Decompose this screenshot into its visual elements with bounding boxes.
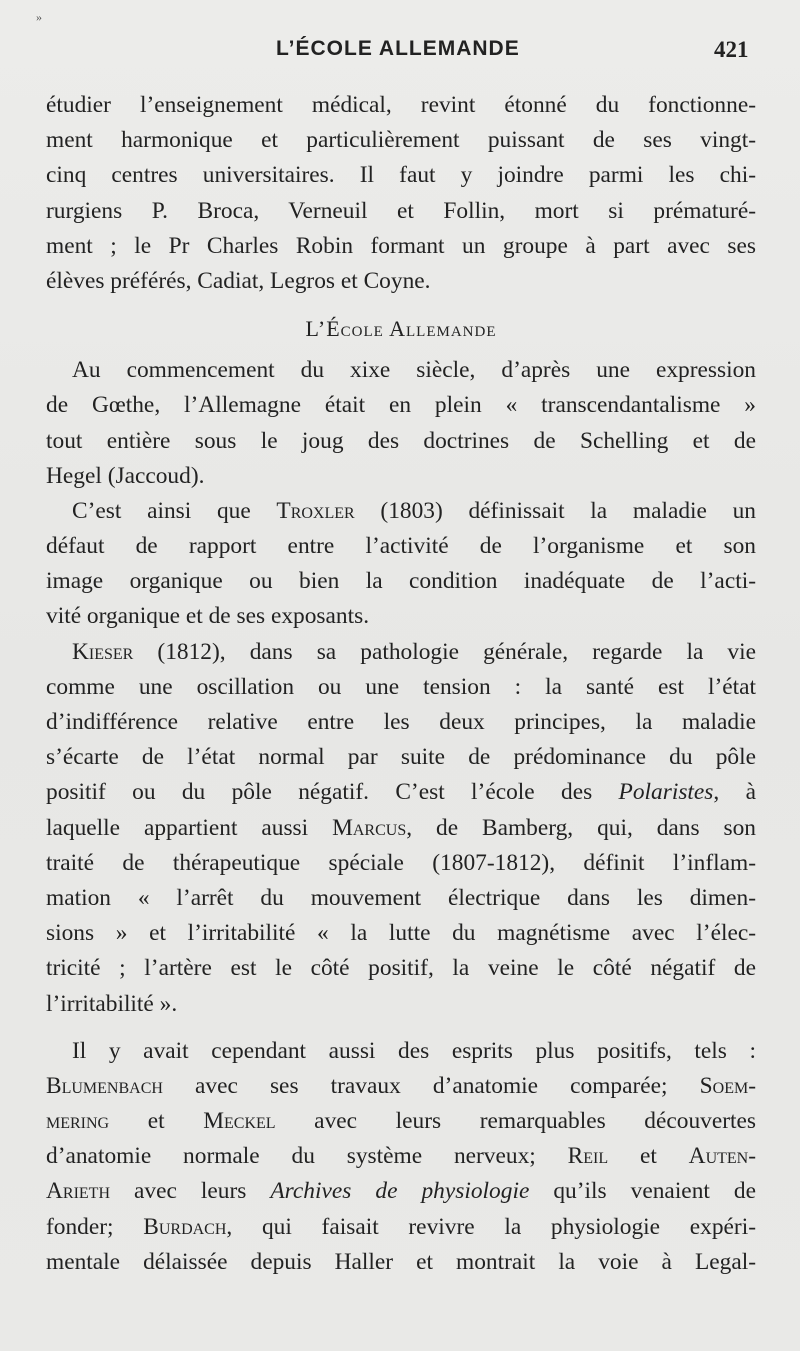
text-run: , à (713, 779, 756, 806)
paragraph-3 (46, 635, 756, 1022)
text-run: C’est ainsi que (72, 497, 277, 524)
author-name: Blumenbach (46, 1072, 163, 1099)
text-run: , de Bamberg, qui, dans son (406, 814, 756, 841)
author-name: Marcus (332, 814, 407, 841)
text-run: qu’ils venaient de (529, 1178, 756, 1205)
running-head (0, 34, 800, 70)
text-line: vité organique et de ses exposants. (46, 603, 370, 630)
text-line: rurgiens P. Broca, Verneuil et Follin, mort si prématuré- (46, 197, 756, 224)
running-title: L’ÉCOLE ALLEMANDE (276, 37, 520, 60)
text-line: s’écarte de l’état normal par suite de prédominance du pôle (46, 744, 756, 771)
italic-title: Archives de physiologie (270, 1178, 530, 1205)
corner-mark: » (36, 10, 42, 24)
text-run: avec ses travaux d’anatomie comparée; (162, 1072, 700, 1099)
text-run: et (608, 1143, 689, 1170)
text-line (46, 1174, 756, 1209)
author-name: mering (46, 1108, 110, 1135)
text-run: (1803) définissait la maladie un (354, 497, 756, 524)
text-line: cinq centres universitaires. Il faut y joindre parmi les chi- (46, 162, 756, 189)
text-line: l’irritabilité ». (46, 990, 178, 1017)
author-name: Troxler (276, 497, 355, 524)
text-line: mentale délaissée depuis Haller et montrait la voie à Legal- (46, 1248, 756, 1275)
text-line: sions » et l’irritabilité « la lutte du magnétisme avec l’élec- (46, 920, 756, 947)
paragraph-spacer (46, 1022, 756, 1034)
text-run: (1812), dans sa pathologie générale, regarde la vie (133, 638, 756, 665)
paragraph-1 (46, 353, 756, 494)
text-line: d’indifférence relative entre les deux principes, la maladie (46, 709, 756, 735)
text-line: de Gœthe, l’Allemagne était en plein « transcendantalisme » (46, 392, 756, 419)
text-line (46, 1210, 756, 1245)
text-line (46, 1139, 756, 1174)
text-line: comme une oscillation ou une tension : la santé est l’état (46, 673, 756, 700)
text-line: tricité ; l’artère est le côté positif, la veine le côté négatif de (46, 955, 756, 982)
text-line: tout entière sous le joug des doctrines de Schelling et de (46, 427, 756, 454)
author-name: Auten- (688, 1143, 756, 1170)
author-name: Burdach (143, 1213, 227, 1240)
text-run: laquelle appartient aussi (46, 814, 333, 841)
page-body (46, 88, 756, 1280)
author-name: Kieser (72, 638, 134, 665)
text-line: Il y avait cependant aussi des esprits plus positifs, tels : (72, 1037, 756, 1064)
text-line: Hegel (Jaccoud). (46, 462, 205, 489)
text-line (46, 494, 756, 529)
text-run: fonder; (46, 1213, 144, 1240)
text-line (46, 811, 756, 846)
text-run: avec leurs remarquables découvertes (275, 1108, 756, 1135)
text-run: d’anatomie normale du système nerveux; (46, 1143, 568, 1170)
text-line: étudier l’enseignement médical, revint étonné du fonctionne- (46, 92, 756, 118)
text-line: ment ; le Pr Charles Robin formant un groupe à part avec ses (46, 232, 756, 259)
author-name: Reil (567, 1143, 609, 1170)
text-line: ment harmonique et particulièrement puissant de ses vingt- (46, 127, 756, 154)
text-line: défaut de rapport entre l’activité de l’organisme et son (46, 533, 756, 560)
author-name: Soem- (699, 1072, 756, 1099)
text-line: image organique ou bien la condition inadéquate de l’acti- (46, 568, 756, 595)
text-line: traité de thérapeutique spéciale (1807-1812), définit l’inflam- (46, 849, 756, 876)
page-number: 421 (714, 37, 749, 62)
text-run: , qui faisait revivre la physiologie expéri- (226, 1213, 756, 1240)
intro-paragraph (46, 88, 756, 299)
text-line: mation « l’arrêt du mouvement électrique dans les dimen- (46, 884, 756, 911)
text-run: avec leurs (110, 1178, 271, 1205)
text-run: et (109, 1108, 204, 1135)
text-line (46, 635, 756, 670)
text-run: positif ou du pôle négatif. C’est l’école des (46, 779, 619, 806)
italic-term: Polaristes (618, 779, 714, 806)
text-line: Au commencement du xixe siècle, d’après une expression (72, 357, 756, 384)
paragraph-2 (46, 494, 756, 635)
text-line (46, 1069, 756, 1104)
text-line: élèves préférés, Cadiat, Legros et Coyne. (46, 267, 431, 294)
author-name: Arieth (46, 1178, 110, 1205)
text-line (46, 1104, 756, 1139)
text-line (46, 775, 756, 810)
paragraph-4 (46, 1034, 756, 1280)
section-heading: L’École Allemande (305, 316, 497, 342)
author-name: Meckel (203, 1108, 276, 1135)
